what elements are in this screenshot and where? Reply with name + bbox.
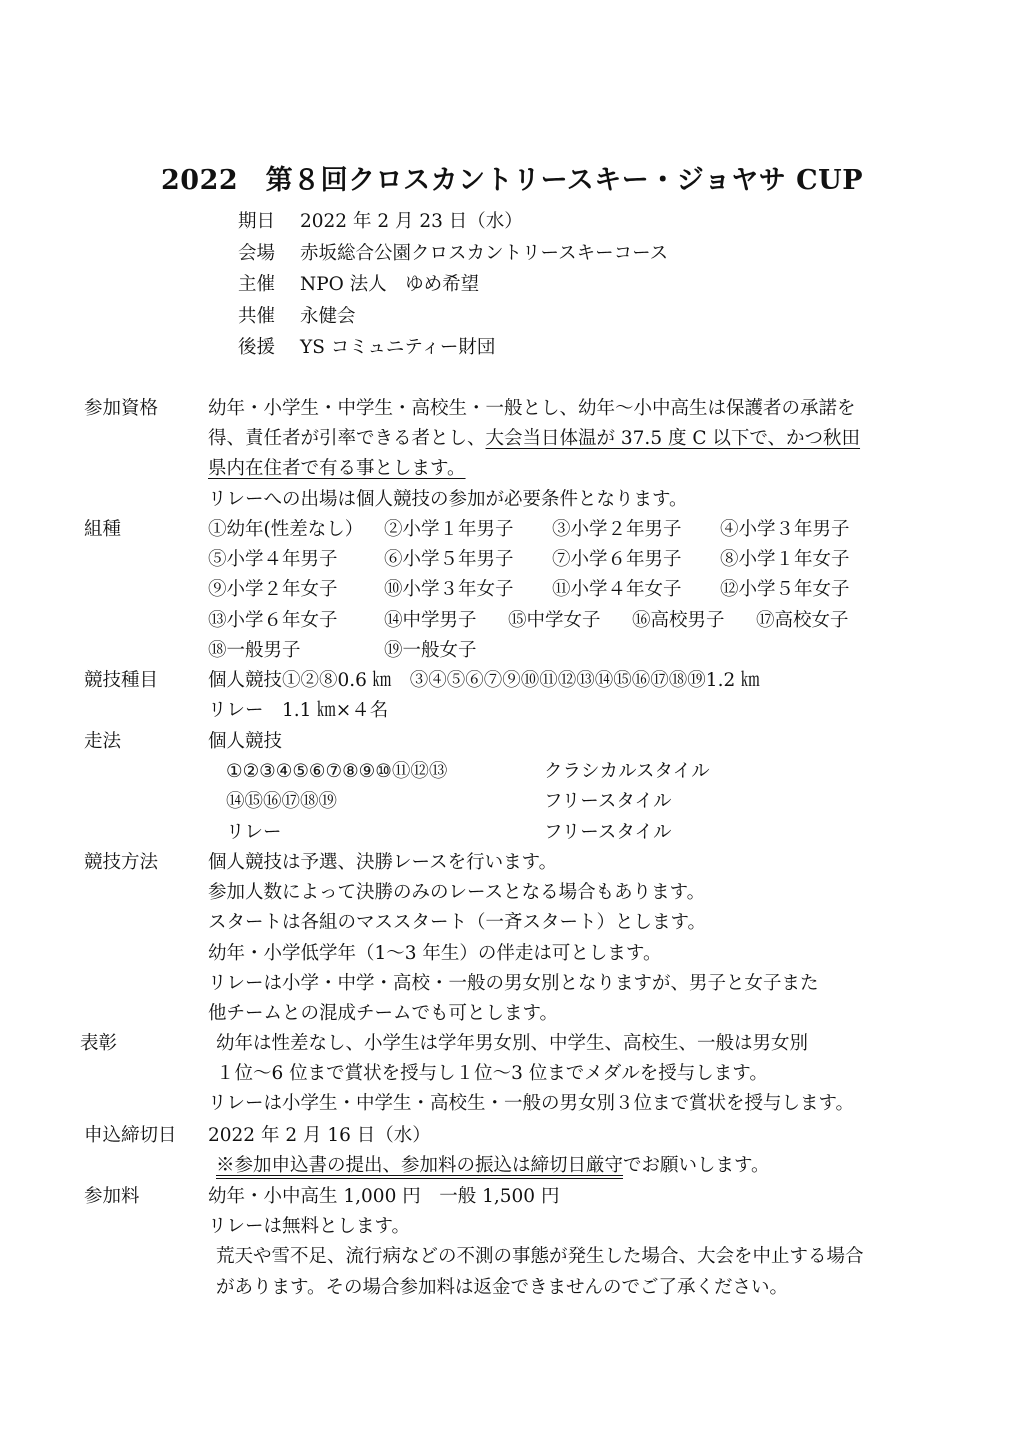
deadline-note (208, 1151, 938, 1181)
info-row-organizer (238, 269, 668, 301)
section-body (208, 394, 938, 515)
category-item: ②小学１年男子 (384, 519, 514, 540)
fee-line: 荒天や雪不足、流行病などの不測の事態が発生した場合、大会を中止する場合 (216, 1246, 864, 1268)
awards-line: リレーは小学生・中学生・高校生・一般の男女別３位まで賞状を授与します。 (208, 1093, 855, 1115)
category-item: ⑨小学２年女子 (208, 579, 338, 601)
category-item: ⑫小学５年女子 (720, 579, 850, 601)
category-row (208, 636, 938, 666)
category-item: ⑯高校男子 (632, 609, 725, 631)
info-value: 2022 年 2 月 23 日（水） (300, 211, 523, 232)
style-name: フリースタイル (544, 821, 672, 843)
section-body (208, 666, 938, 726)
awards-line: 幼年は性差なし、小学生は学年男女別、中学生、高校生、一般は男女別 (216, 1033, 809, 1054)
eligibility-line: リレーへの出場は個人競技の参加が必要条件となります。 (208, 488, 688, 510)
category-item: ⑧小学１年女子 (720, 549, 850, 571)
style-group: リレー (226, 821, 282, 843)
section-label: 参加料 (84, 1186, 140, 1207)
section-body (208, 1029, 938, 1120)
info-label: 期日 (238, 211, 276, 232)
eligibility-text: 得、責任者が引率できる者とし、 (208, 428, 486, 450)
method-line: 参加人数によって決勝のみのレースとなる場合もあります。 (208, 882, 706, 904)
category-item: ⑩小学３年女子 (384, 579, 514, 601)
method-line: スタートは各組のマススタート（一斉スタート）とします。 (208, 912, 707, 934)
events-line: リレー 1.1 ㎞×４名 (208, 700, 389, 722)
category-item: ④小学３年男子 (720, 519, 850, 540)
fee-line: 幼年・小中高生 1,000 円 一般 1,500 円 (208, 1186, 560, 1207)
style-group: ①②③④⑤⑥⑦⑧⑨⑩⑪⑫⑬ (226, 761, 448, 783)
info-row-venue (238, 238, 668, 270)
style-name: フリースタイル (544, 791, 672, 813)
section-body (208, 848, 938, 1029)
section-body (208, 515, 938, 666)
category-row (208, 575, 938, 605)
category-item: ⑮中学女子 (508, 609, 601, 631)
fee-line: があります。その場合参加料は返金できませんのでご了承ください。 (216, 1276, 789, 1298)
info-value: 永健会 (300, 305, 356, 327)
document-title: 2022 第８回クロスカントリースキー・ジョヤサ CUP (161, 165, 863, 196)
section-label: 組種 (84, 519, 122, 540)
section-body (208, 727, 938, 848)
info-label: 後援 (238, 337, 276, 358)
deadline-date: 2022 年 2 月 16 日（水） (208, 1125, 431, 1146)
info-row-sponsor (238, 332, 668, 364)
category-item: ⑬小学６年女子 (208, 609, 338, 631)
category-item: ⑪小学４年女子 (552, 579, 682, 601)
method-line: 他チームとの混成チームでも可とします。 (208, 1002, 559, 1024)
info-label: 共催 (238, 305, 276, 327)
section-label: 競技種目 (84, 670, 159, 691)
style-row (208, 787, 938, 817)
section-label: 走法 (84, 731, 122, 752)
info-value: NPO 法人 ゆめ希望 (300, 274, 480, 295)
info-row-date (238, 206, 668, 238)
style-name: クラシカルスタイル (544, 761, 710, 783)
category-item: ⑭中学男子 (384, 609, 477, 631)
section-body (208, 1182, 938, 1303)
method-line: 幼年・小学低学年（1～3 年生）の伴走は可とします。 (208, 942, 662, 964)
style-row (208, 818, 938, 848)
category-item: ⑲一般女子 (384, 639, 477, 661)
category-item: ⑤小学４年男子 (208, 549, 338, 571)
section-label: 参加資格 (84, 398, 159, 419)
styles-heading: 個人競技 (208, 731, 283, 752)
info-row-co-organizer (238, 301, 668, 333)
style-row (208, 757, 938, 787)
info-label: 主催 (238, 274, 276, 295)
section-body (208, 1121, 938, 1181)
eligibility-line (208, 424, 938, 454)
eligibility-line: 幼年・小学生・中学生・高校生・一般とし、幼年～小中高生は保護者の承諾を (208, 398, 856, 419)
events-line: 個人競技①②⑧0.6 ㎞ ③④⑤⑥⑦⑨⑩⑪⑫⑬⑭⑮⑯⑰⑱⑲1.2 ㎞ (208, 670, 760, 691)
category-row (208, 606, 938, 636)
method-line: 個人競技は予選、決勝レースを行います。 (208, 852, 558, 873)
category-item: ③小学２年男子 (552, 519, 682, 540)
eligibility-underlined-text: 大会当日体温が 37.5 度 C 以下で、かつ秋田 (485, 428, 861, 450)
deadline-note-underlined: ※参加申込書の提出、参加料の振込は締切日厳守 (216, 1155, 624, 1177)
event-info-block (238, 206, 668, 364)
category-item: ⑥小学５年男子 (384, 549, 514, 571)
category-item: ⑰高校女子 (756, 609, 849, 631)
style-group: ⑭⑮⑯⑰⑱⑲ (226, 791, 338, 813)
method-line: リレーは小学・中学・高校・一般の男女別となりますが、男子と女子また (208, 972, 819, 994)
info-value: 赤坂総合公園クロスカントリースキーコース (300, 242, 669, 264)
section-label: 申込締切日 (84, 1125, 177, 1146)
eligibility-line (208, 454, 938, 484)
info-label: 会場 (238, 242, 276, 264)
info-value: YS コミュニティー財団 (300, 337, 496, 358)
category-item: ①幼年(性差なし） (208, 519, 364, 540)
section-label: 競技方法 (84, 852, 159, 873)
category-item: ⑦小学６年男子 (552, 549, 682, 571)
category-item: ⑱一般男子 (208, 639, 301, 661)
deadline-note-rest: でお願いします。 (623, 1155, 770, 1177)
section-label: 表彰 (80, 1033, 118, 1054)
category-row (208, 545, 938, 575)
awards-line: １位～6 位まで賞状を授与し１位～3 位までメダルを授与します。 (216, 1063, 768, 1085)
category-row (208, 515, 938, 545)
eligibility-underlined-text: 県内在住者で有る事とします。 (208, 458, 466, 480)
fee-line: リレーは無料とします。 (208, 1216, 411, 1238)
